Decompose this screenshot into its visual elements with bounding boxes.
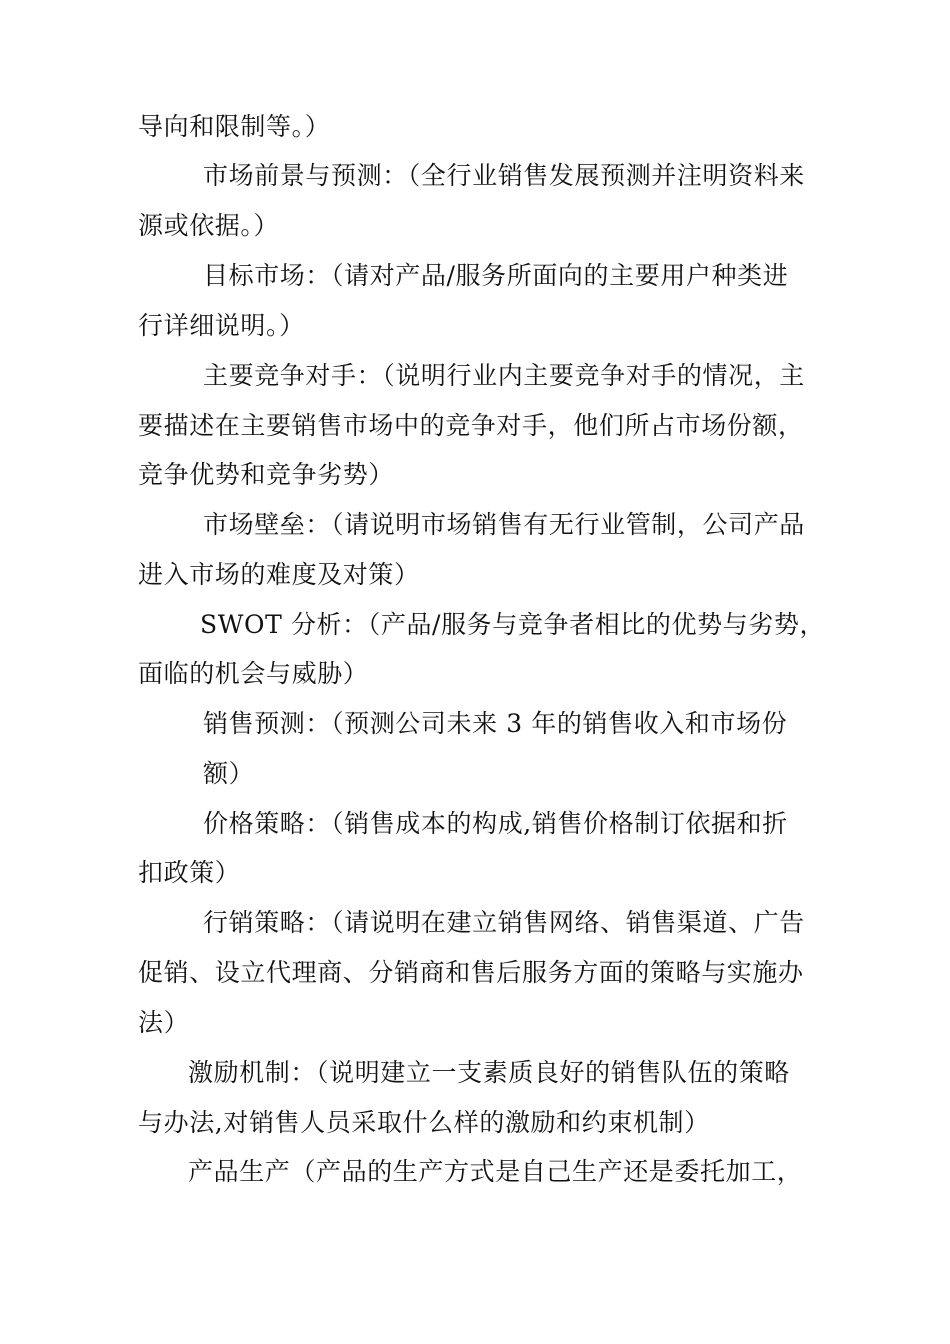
text-line-17: 行销策略：（请说明在建立销售网络、销售渠道、广告 (203, 908, 805, 937)
text-line-20: 激励机制：（说明建立一支素质良好的销售队伍的策略 (188, 1058, 790, 1087)
text-line-4: 目标市场：（请对产品/服务所面向的主要用户种类进 (203, 261, 789, 290)
text-line-1: 导向和限制等。） (138, 112, 331, 141)
text-line-8: 竞争优势和竞争劣势） (138, 460, 395, 489)
text-line-5: 行详细说明。） (138, 311, 305, 340)
text-line-9: 市场壁垒：（请说明市场销售有无行业管制，公司产品 (203, 510, 805, 539)
text-line-3: 源或依据。） (138, 211, 280, 240)
text-line-2: 市场前景与预测：（全行业销售发展预测并注明资料来 (203, 161, 805, 190)
text-line-6: 主要竞争对手：（说明行业内主要竞争对手的情况，主 (203, 361, 805, 390)
text-line-15: 价格策略：（销售成本的构成,销售价格制订依据和折 (203, 809, 788, 838)
text-line-11: SWOT 分析：（产品/服务与竞争者相比的优势与劣势， (200, 610, 826, 639)
text-line-16: 扣政策） (138, 858, 241, 887)
text-line-21: 与办法,对销售人员采取什么样的激励和约束机制） (138, 1108, 710, 1137)
text-line-19: 法） (138, 1008, 190, 1037)
text-line-14: 额） (203, 759, 255, 788)
text-line-22: 产品生产（产品的生产方式是自己生产还是委托加工， (188, 1157, 803, 1186)
text-line-13: 销售预测：（预测公司未来 3 年的销售收入和市场份 (203, 709, 788, 738)
text-line-18: 促销、设立代理商、分销商和售后服务方面的策略与实施办 (138, 958, 804, 987)
text-line-7: 要描述在主要销售市场中的竞争对手，他们所占市场份额， (138, 411, 804, 440)
text-line-12: 面临的机会与威胁） (138, 659, 369, 688)
text-line-10: 进入市场的难度及对策） (138, 560, 420, 589)
